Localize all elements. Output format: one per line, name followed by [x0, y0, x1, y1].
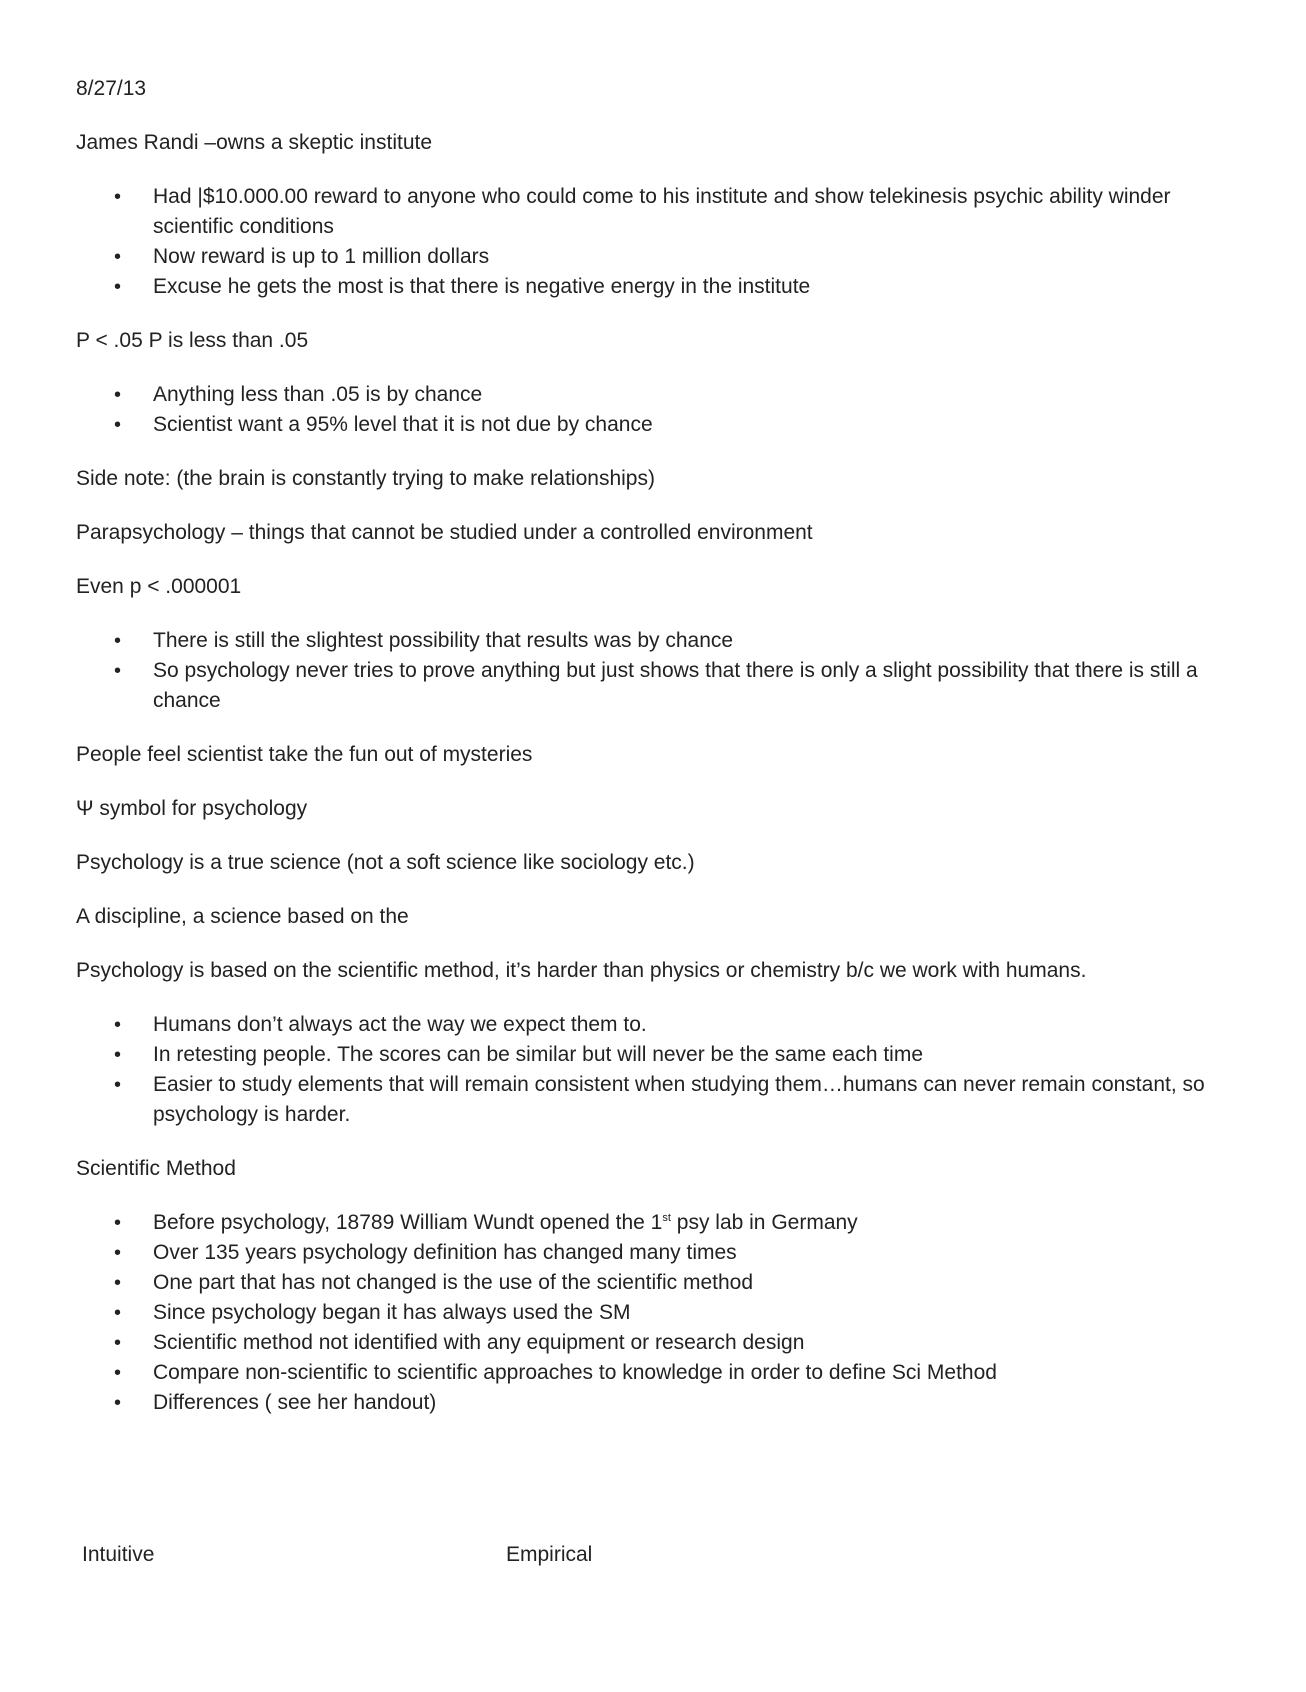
list-item: • Anything less than .05 is by chance [76, 380, 1236, 410]
list-item-wundt [76, 1208, 1236, 1238]
even-p-heading: Even p < .000001 [76, 575, 242, 598]
mysteries-line: People feel scientist take the fun out of mysteries [76, 743, 533, 766]
list-item: • Now reward is up to 1 million dollars [76, 242, 1236, 272]
comparison-columns [82, 1540, 782, 1572]
date-line: 8/27/13 [76, 77, 147, 100]
list-item: • Scientific method not identified with any equipment or research design [76, 1328, 1236, 1358]
list-item: • One part that has not changed is the use of the scientific method [76, 1268, 1236, 1298]
p-value-heading: P < .05 P is less than .05 [76, 329, 309, 352]
parapsychology-line: Parapsychology – things that cannot be studied under a controlled environment [76, 521, 813, 544]
randi-heading: James Randi –owns a skeptic institute [76, 131, 433, 154]
empirical-column-label: Empirical [506, 1543, 593, 1566]
scientific-method-heading: Scientific Method [76, 1157, 236, 1180]
list-item: • Humans don’t always act the way we expect them to. [76, 1010, 1236, 1040]
even-p-list [76, 626, 1236, 716]
scientific-method-list [76, 1208, 1236, 1418]
list-item: • Since psychology began it has always used the SM [76, 1298, 1236, 1328]
notes-page [76, 74, 1236, 1442]
list-item: • Compare non-scientific to scientific approaches to knowledge in order to define Sci Method [76, 1358, 1236, 1388]
list-item: • Over 135 years psychology definition has changed many times [76, 1238, 1236, 1268]
true-science-line: Psychology is a true science (not a soft science like sociology etc.) [76, 851, 695, 874]
list-item: • There is still the slightest possibility that results was by chance [76, 626, 1236, 656]
list-item: • So psychology never tries to prove anything but just shows that there is only a slight possibility that there is still a chance [76, 656, 1236, 716]
ordinal-superscript: st [662, 1212, 671, 1224]
wundt-text-after: psy lab in Germany [670, 1211, 858, 1234]
p-value-list [76, 380, 1236, 440]
list-item: • Differences ( see her handout) [76, 1388, 1236, 1418]
list-item: • In retesting people. The scores can be similar but will never be the same each time [76, 1040, 1236, 1070]
side-note: Side note: (the brain is constantly trying to make relationships) [76, 467, 655, 490]
list-item: • Easier to study elements that will remain consistent when studying them…humans can never remain constant, so psychology is harder. [76, 1070, 1236, 1130]
humans-list [76, 1010, 1236, 1130]
intuitive-column-label: Intuitive [82, 1543, 155, 1566]
randi-list [76, 182, 1236, 302]
list-item: • Scientist want a 95% level that it is not due by chance [76, 410, 1236, 440]
list-item: • Had |$10.000.00 reward to anyone who could come to his institute and show telekinesis psychic ability winder scientific conditions [76, 182, 1236, 242]
discipline-line: A discipline, a science based on the [76, 905, 409, 928]
scientific-method-intro: Psychology is based on the scientific method, it’s harder than physics or chemistry b/c we work with humans. [76, 959, 1087, 982]
wundt-text-before: Before psychology, 18789 William Wundt opened the 1 [153, 1211, 663, 1234]
list-item: • Excuse he gets the most is that there is negative energy in the institute [76, 272, 1236, 302]
psi-symbol-line: Ψ symbol for psychology [76, 797, 308, 820]
